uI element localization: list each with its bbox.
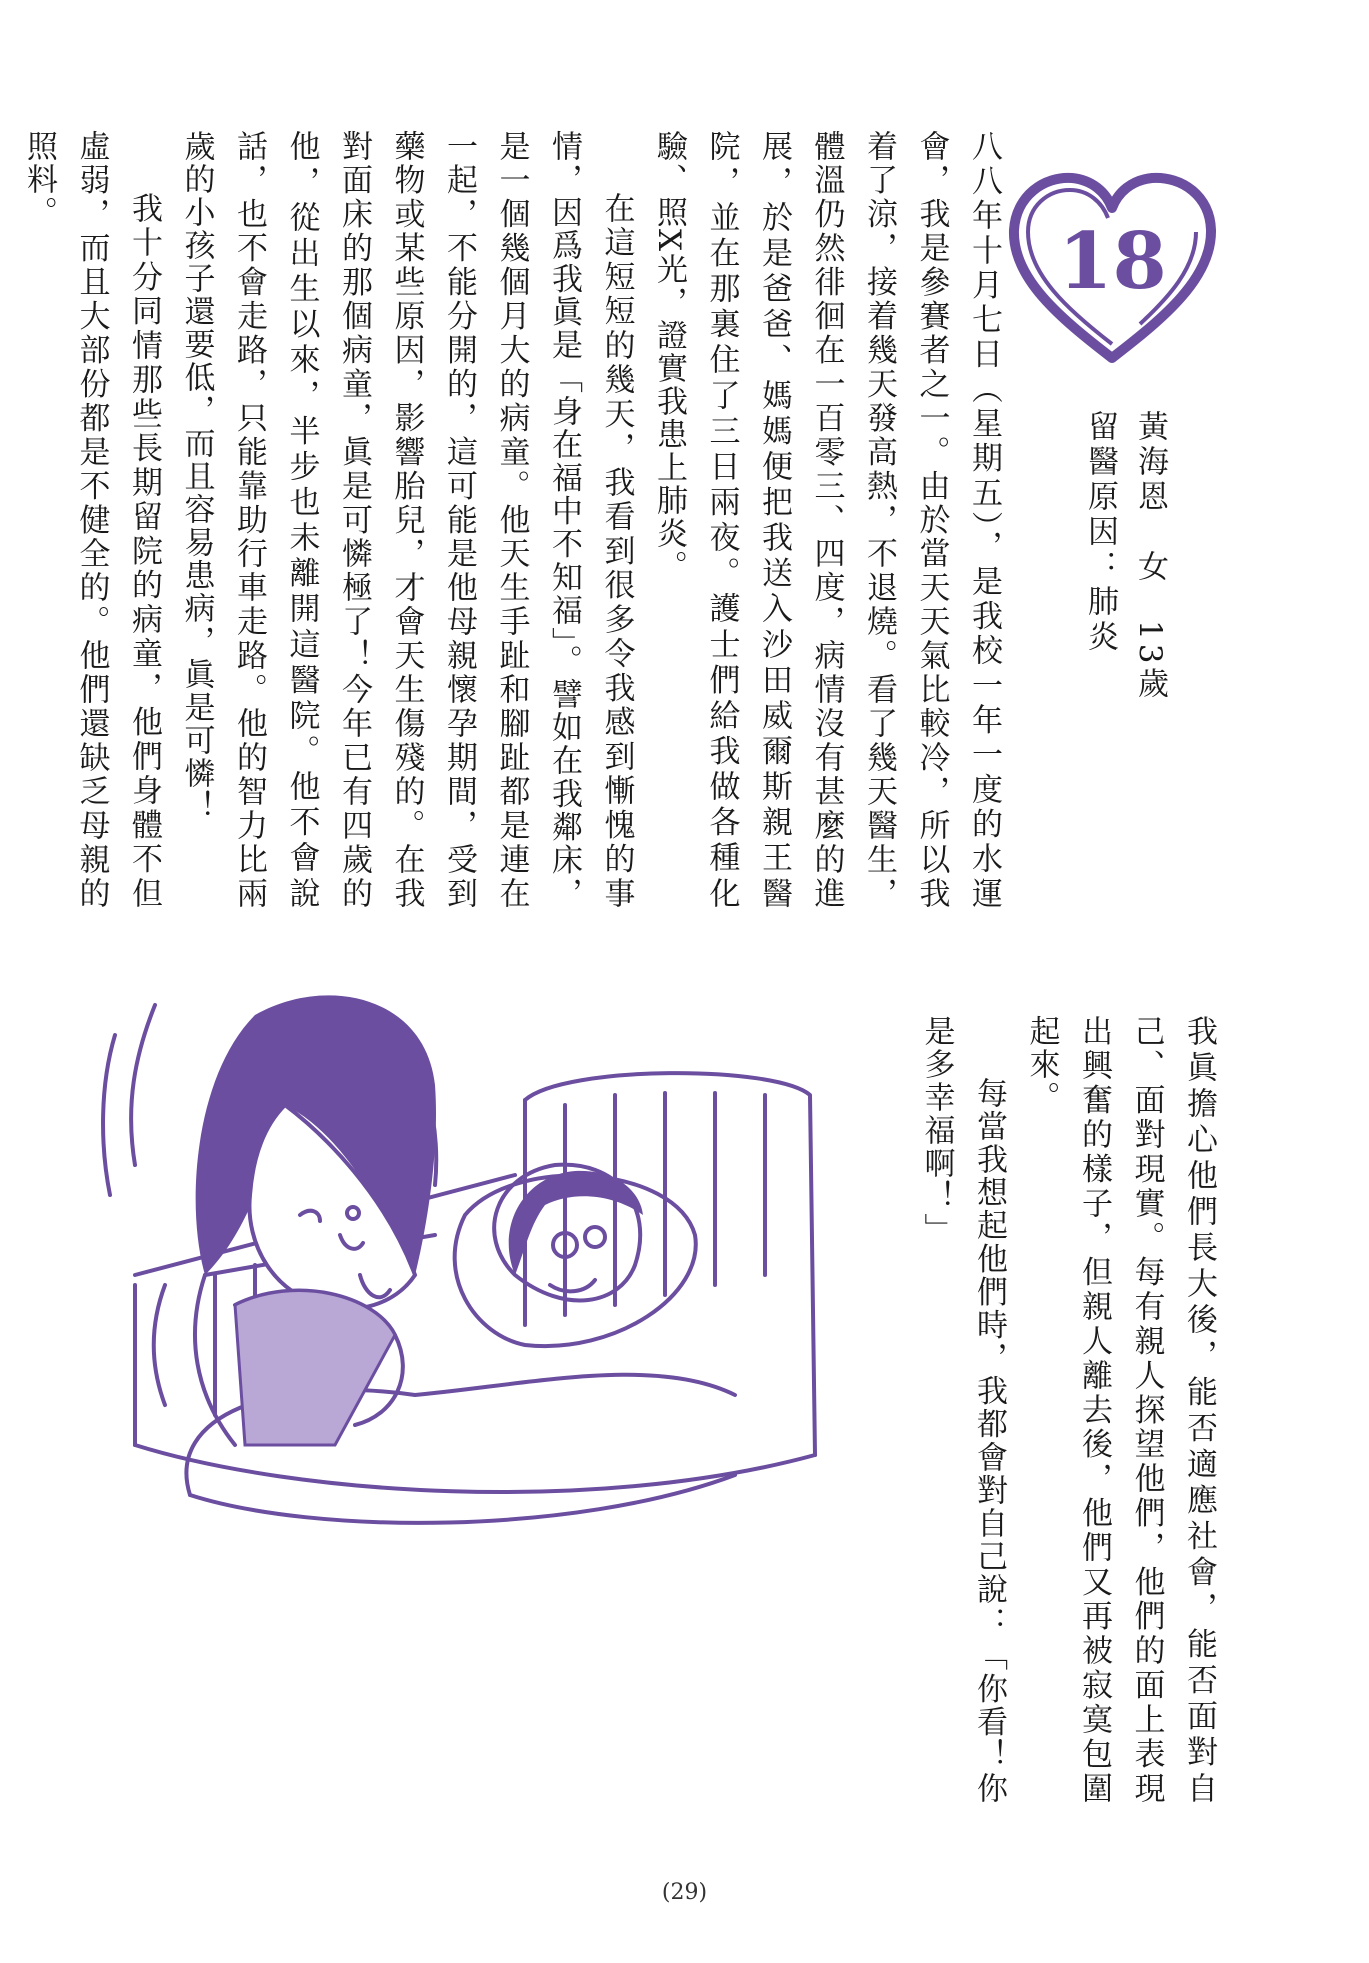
paragraph: 我十分同情那些長期留院的病童，他們身體不但虛弱，而且大部份都是不健全的。他們還缺乏母親的照料。 <box>21 130 162 910</box>
paragraph: 八八年十月七日（星期五），是我校一年一度的水運會，我是參賽者之一。由於當天天氣比較冷，所以我着了涼，接着幾天發高熱，不退燒。看了幾天醫生，體溫仍然徘徊在一百零三、四度，病情沒有甚麼的進展，於是爸爸、媽媽便把我送入沙田威爾斯親王醫院，並在那裏住了三日兩夜。護士們給我做各種化驗、照X光，證實我患上肺炎。 <box>651 130 1002 910</box>
hospital-illustration <box>95 975 915 1775</box>
essay-text-top <box>21 130 1010 910</box>
author-info <box>1075 410 1175 710</box>
paragraph: 我眞擔心他們長大後，能否適應社會，能否面對自己、面對現實。每有親人探望他們，他們的面上表現出興奮的樣子，但親人離去後，他們又再被寂寞包圍起來。 <box>1023 1015 1217 1805</box>
heart-badge <box>1000 168 1225 368</box>
paragraph: 在這短短的幾天，我看到很多令我感到慚愧的事情，因爲我眞是「身在福中不知福」。譬如在我鄰床，是一個幾個月大的病童。他天生手趾和腳趾都是連在一起，不能分開的，這可能是他母親懷孕期間，受到藥物或某些原因，影響胎兒，才會天生傷殘的。在我對面床的那個病童，眞是可憐極了！今年已有四歲的他，從出生以來，半步也未離開這醫院。他不會說話，也不會走路，只能靠助行車走路。他的智力比兩歲的小孩子還要低，而且容易患病，眞是可憐！ <box>178 130 635 910</box>
paragraph: 每當我想起他們時，我都會對自己說：「你看！你是多幸福啊！」 <box>918 1015 1007 1805</box>
essay-text-bottom <box>918 1015 1225 1805</box>
hospital-reason-line: 留醫原因：肺炎 <box>1082 410 1118 655</box>
author-name-line: 黃海恩 女 13歲 <box>1132 410 1168 703</box>
chapter-number: 18 <box>1058 216 1167 307</box>
girl-visiting-patient-icon <box>95 975 915 1775</box>
page-number: (29) <box>661 1880 708 1905</box>
